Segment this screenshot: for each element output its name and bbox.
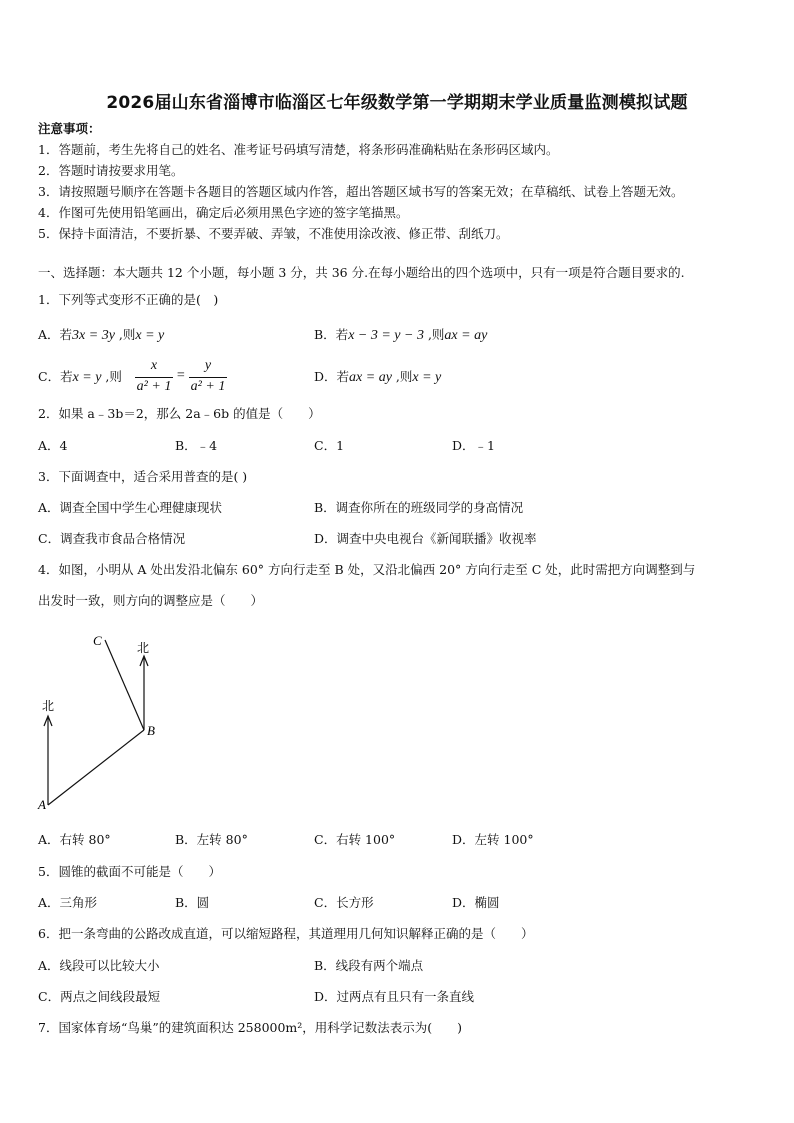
q6-option-a: A．线段可以比较大小: [38, 958, 160, 973]
point-b-label: B: [147, 723, 155, 738]
q5-option-a: A．三角形: [38, 895, 98, 910]
q1-option-b: [314, 327, 487, 344]
denominator: a² + 1: [136, 379, 172, 394]
north-label-a: 北: [42, 699, 55, 713]
text: ,则: [114, 327, 136, 342]
q4-stem-line2: 出发时一致，则方向的调整应是（ ）: [38, 593, 264, 608]
notice-item-4: 4．作图可先使用铅笔画出，确定后必须用黑色字迹的签字笔描黑。: [38, 205, 409, 220]
q4-option-b: B．左转 80°: [175, 832, 248, 847]
page-title: 2026届山东省淄博市临淄区七年级数学第一学期期末学业质量监测模拟试题: [106, 93, 688, 113]
math-expr: x = y: [72, 370, 102, 385]
equals-sign: =: [176, 368, 186, 383]
option-label: C．若: [38, 369, 73, 384]
fraction-left: [133, 358, 175, 398]
q2-option-c: C．1: [314, 438, 345, 453]
q4-option-d: D．左转 100°: [452, 832, 534, 847]
fraction-right: [187, 358, 229, 398]
q7-stem: 7．国家体育场“鸟巢”的建筑面积达 258000m²，用科学记数法表示为( ): [38, 1020, 463, 1035]
q2-option-b: B．﹣4: [175, 438, 218, 453]
q3-option-d: D．调查中央电视台《新闻联播》收视率: [314, 531, 537, 546]
notice-item-3: 3．请按照题号顺序在答题卡各题目的答题区域内作答，超出答题区域书写的答案无效；在草稿纸、试卷上答题无效。: [38, 184, 684, 199]
numerator: x: [150, 358, 158, 373]
notice-item-1: 1．答题前，考生先将自己的姓名、准考证号码填写清楚，将条形码准确粘贴在条形码区域内。: [38, 142, 559, 157]
q3-option-b: B．调查你所在的班级同学的身高情况: [314, 500, 524, 515]
point-a-label: A: [38, 797, 46, 812]
text: ,则: [423, 327, 445, 342]
notice-item-5: 5．保持卡面清洁，不要折暴、不要弄破、弄皱，不准使用涂改液、修正带、刮纸刀。: [38, 226, 509, 241]
text: ,则: [101, 369, 122, 384]
q5-option-c: C．长方形: [314, 895, 374, 910]
q6-stem: 6．把一条弯曲的公路改成直道，可以缩短路程，其道理用几何知识解释正确的是（ ）: [38, 926, 534, 941]
q1-option-d: [314, 369, 441, 386]
q2-option-d: D．﹣1: [452, 438, 495, 453]
point-c-label: C: [93, 633, 102, 648]
q4-stem-line1: 4．如图，小明从 A 处出发沿北偏东 60° 方向行走至 B 处，又沿北偏西 20° 方向行走至 C 处，此时需把方向调整到与: [38, 562, 696, 577]
q1-option-a: [38, 327, 164, 344]
fraction-bar: [135, 377, 173, 378]
option-label: D．若: [314, 369, 350, 384]
math-expr: ax = ay: [349, 370, 392, 385]
math-expr: x − 3 = y − 3: [348, 328, 424, 343]
denominator: a² + 1: [190, 379, 226, 394]
q6-option-b: B．线段有两个端点: [314, 958, 424, 973]
q4-option-a: A．右转 80°: [38, 832, 111, 847]
option-label: A．若: [38, 327, 73, 342]
fraction-bar: [189, 377, 227, 378]
q3-option-c: C．调查我市食品合格情况: [38, 531, 186, 546]
q5-option-b: B．圆: [175, 895, 210, 910]
math-expr: ax = ay: [444, 328, 488, 343]
q2-option-a: A．4: [38, 438, 68, 453]
q5-stem: 5．圆锥的截面不可能是（ ）: [38, 864, 221, 879]
numerator: y: [204, 358, 212, 373]
q3-option-a: A．调查全国中学生心理健康现状: [38, 500, 223, 515]
notice-item-2: 2．答题时请按要求用笔。: [38, 163, 184, 178]
math-expr: 3x = 3y: [72, 328, 115, 343]
q6-option-d: D．过两点有且只有一条直线: [314, 989, 475, 1004]
segment-ab: [48, 730, 144, 805]
q2-stem: 2．如果 a﹣3b＝2，那么 2a﹣6b 的值是（ ）: [38, 406, 321, 421]
section-heading: 一、选择题：本大题共 12 个小题，每小题 3 分，共 36 分.在每小题给出的四个选项中，只有一项是符合题目要求的.: [38, 265, 685, 280]
q6-option-c: C．两点之间线段最短: [38, 989, 161, 1004]
notice-heading: 注意事项：: [38, 121, 101, 136]
q3-stem: 3．下面调查中，适合采用普查的是( ): [38, 469, 248, 484]
math-expr: x = y: [135, 328, 165, 343]
q1-stem: 1．下列等式变形不正确的是( ): [38, 292, 219, 307]
text: ,则: [391, 369, 413, 384]
direction-figure: [30, 620, 170, 820]
north-label-b: 北: [137, 641, 150, 655]
q5-option-d: D．椭圆: [452, 895, 500, 910]
q1-option-c: [38, 369, 122, 386]
option-label: B．若: [314, 327, 349, 342]
math-expr: x = y: [412, 370, 442, 385]
q4-option-c: C．右转 100°: [314, 832, 396, 847]
